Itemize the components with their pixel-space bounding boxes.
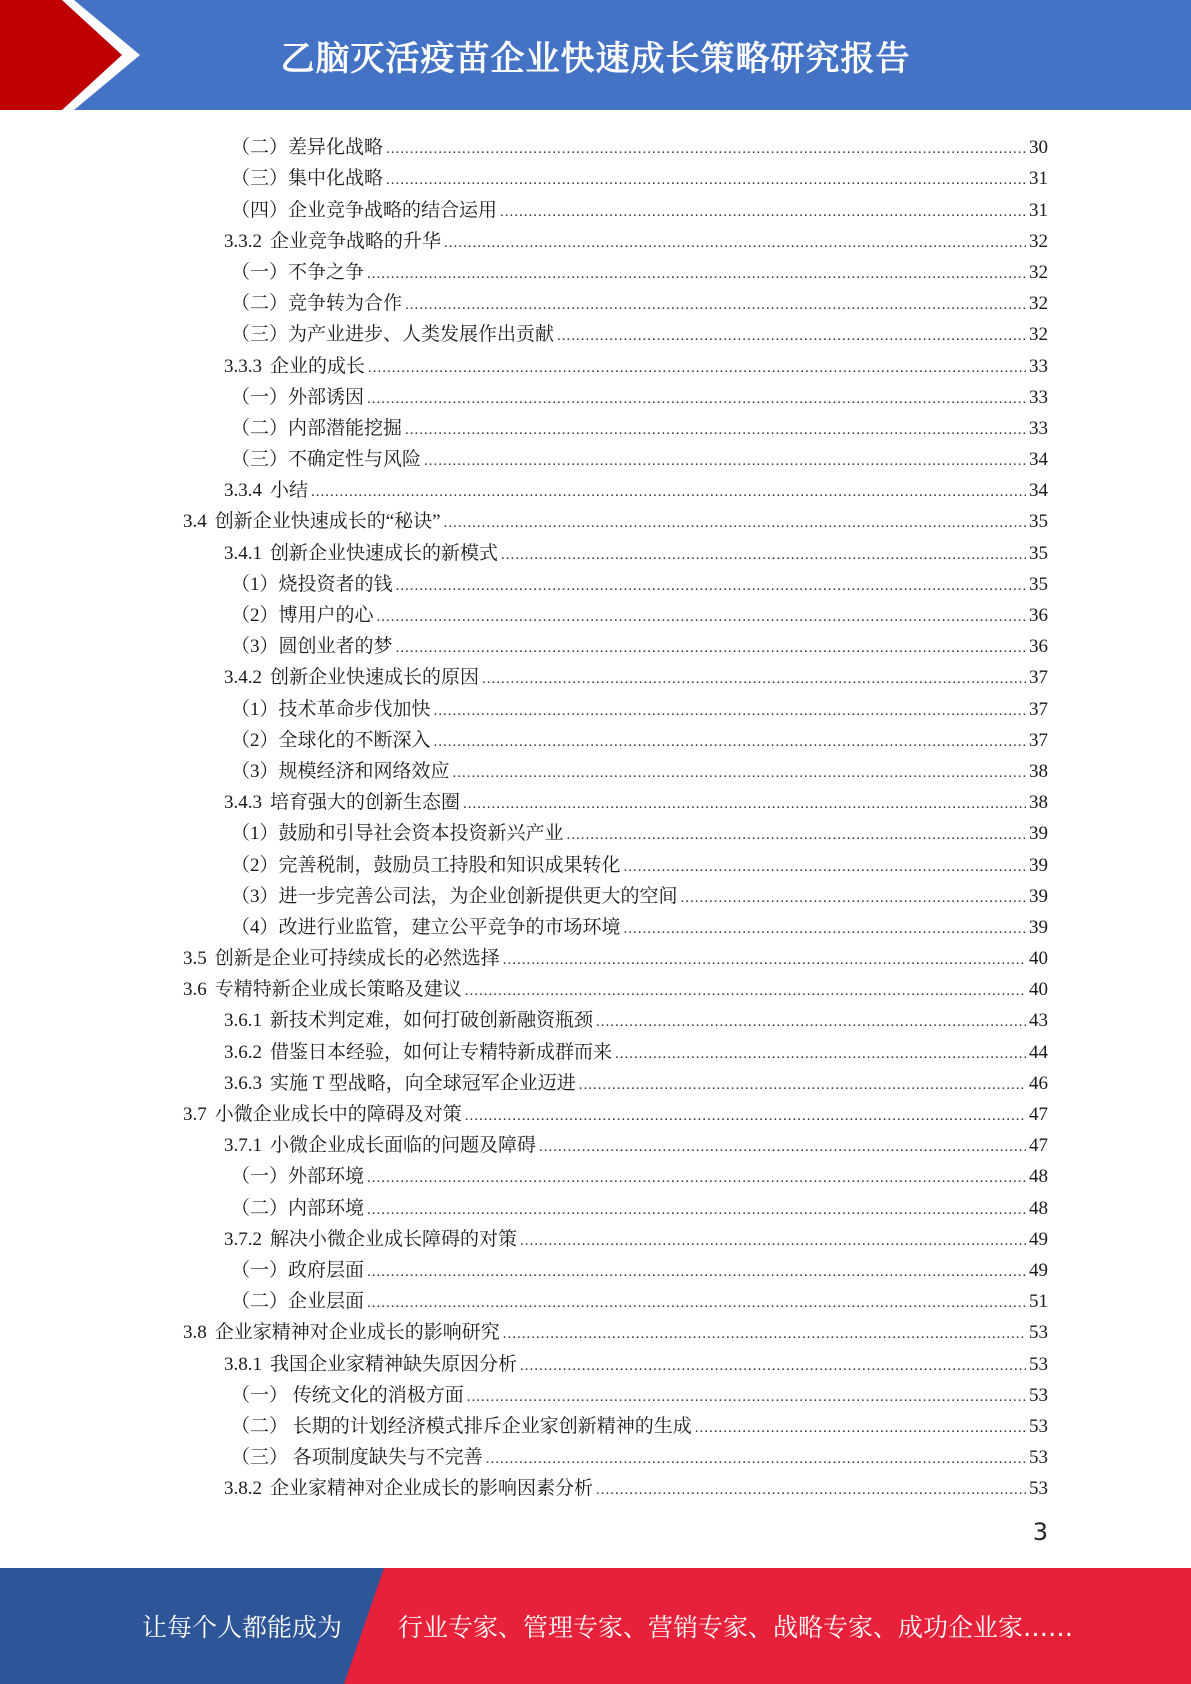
toc-entry[interactable] — [0, 1469, 1191, 1500]
toc-entry[interactable] — [0, 222, 1191, 253]
toc-dot-leader — [444, 233, 1026, 253]
toc-entry-number: （3） — [231, 760, 279, 782]
toc-entry-page: 39 — [1029, 854, 1048, 876]
toc-entry-number: （三） — [231, 324, 289, 346]
toc-dot-leader — [386, 139, 1026, 159]
toc-entry-number: 3.4.1 — [224, 542, 262, 564]
toc-entry[interactable] — [0, 346, 1191, 377]
toc-dot-leader — [500, 202, 1026, 222]
toc-entry[interactable] — [0, 689, 1191, 720]
toc-entry[interactable] — [0, 752, 1191, 783]
toc-entry-page: 33 — [1029, 386, 1048, 408]
toc-entry-number: （二） — [231, 1291, 289, 1313]
toc-dot-leader — [579, 1075, 1026, 1095]
toc-entry-page: 39 — [1029, 885, 1048, 907]
toc-entry-number: （一） — [231, 386, 289, 408]
toc-dot-leader — [367, 1200, 1026, 1220]
toc-entry[interactable] — [0, 440, 1191, 471]
toc-entry-number: 3.7.1 — [224, 1135, 262, 1157]
toc-entry[interactable] — [0, 627, 1191, 658]
toc-entry-number: （1） — [231, 823, 279, 845]
toc-dot-leader — [367, 389, 1026, 409]
toc-dot-leader — [311, 482, 1026, 502]
toc-dot-leader — [465, 1106, 1026, 1126]
toc-entry[interactable] — [0, 502, 1191, 533]
toc-entry[interactable] — [0, 658, 1191, 689]
toc-dot-leader — [624, 919, 1026, 939]
toc-dot-leader — [377, 607, 1026, 627]
toc-entry-number: 3.4.3 — [224, 792, 262, 814]
toc-entry-title: 企业层面 — [288, 1291, 365, 1313]
toc-entry-number: （三） — [231, 1447, 289, 1469]
toc-entry[interactable] — [0, 1407, 1191, 1438]
toc-entry-page: 40 — [1029, 979, 1048, 1001]
toc-dot-leader — [405, 295, 1026, 315]
toc-entry-number: （二） — [231, 1197, 289, 1219]
toc-entry-page: 38 — [1029, 792, 1048, 814]
toc-entry-title: 长期的计划经济模式排斥企业家创新精神的生成 — [288, 1415, 692, 1437]
toc-entry-page: 53 — [1029, 1384, 1048, 1406]
footer-banner — [0, 1568, 1191, 1684]
toc-entry-title: 小微企业成长中的障碍及对策 — [214, 1104, 462, 1125]
toc-entry-title: 不确定性与风险 — [288, 449, 422, 471]
toc-entry-page: 33 — [1029, 417, 1048, 439]
toc-dot-leader — [539, 1137, 1026, 1157]
toc-entry-title: 小微企业成长面临的问题及障碍 — [270, 1135, 537, 1157]
toc-entry-number: （三） — [231, 168, 289, 190]
toc-entry-title: 外部环境 — [288, 1166, 365, 1188]
toc-entry-title: 企业竞争战略的结合运用 — [288, 199, 498, 221]
toc-entry-title: 企业竞争战略的升华 — [270, 230, 442, 252]
toc-entry-page: 40 — [1029, 948, 1048, 970]
toc-entry-page: 31 — [1029, 199, 1048, 221]
toc-entry-title: 差异化战略 — [288, 137, 384, 159]
toc-entry-number: 3.3.2 — [224, 230, 262, 252]
toc-dot-leader — [368, 358, 1026, 378]
toc-dot-leader — [501, 545, 1026, 565]
toc-dot-leader — [624, 857, 1026, 877]
footer-slogan-left: 让每个人都能成为 — [142, 1613, 343, 1642]
toc-entry-page: 39 — [1029, 916, 1048, 938]
toc-entry-page: 49 — [1029, 1259, 1048, 1281]
toc-entry-page: 33 — [1029, 355, 1048, 377]
toc-dot-leader — [615, 1044, 1026, 1064]
toc-entry-number: （2） — [231, 729, 279, 751]
toc-entry-page: 32 — [1029, 230, 1048, 252]
toc-entry-title: 解决小微企业成长障碍的对策 — [270, 1228, 518, 1250]
toc-entry[interactable] — [0, 1376, 1191, 1407]
toc-entry-page: 35 — [1029, 573, 1048, 595]
toc-entry-title: 博用户的心 — [278, 605, 374, 626]
toc-entry[interactable] — [0, 1188, 1191, 1219]
toc-entry-number: （二） — [231, 137, 289, 159]
toc-entry-page: 48 — [1029, 1197, 1048, 1219]
toc-dot-leader — [567, 825, 1026, 845]
toc-entry-page: 53 — [1029, 1322, 1048, 1344]
toc-dot-leader — [695, 1418, 1026, 1438]
toc-entry-number: 3.6.3 — [224, 1072, 262, 1094]
toc-dot-leader — [434, 732, 1026, 752]
toc-entry-page: 32 — [1029, 293, 1048, 315]
toc-entry-page: 48 — [1029, 1166, 1048, 1188]
toc-entry-title: 新技术判定难，如何打破创新融资瓶颈 — [270, 1010, 594, 1032]
toc-dot-leader — [463, 794, 1026, 814]
toc-dot-leader — [396, 638, 1026, 658]
toc-entry[interactable] — [0, 721, 1191, 752]
toc-dot-leader — [396, 576, 1026, 596]
toc-entry-title: 外部诱因 — [288, 386, 365, 408]
toc-entry-title: 小结 — [270, 480, 309, 502]
toc-entry-number: 3.6 — [183, 979, 207, 1001]
toc-entry-number: 3.5 — [183, 948, 207, 970]
toc-entry-page: 32 — [1029, 324, 1048, 346]
toc-entry[interactable] — [0, 1313, 1191, 1344]
toc-entry-title: 企业家精神对企业成长的影响因素分析 — [270, 1478, 594, 1500]
toc-entry-title: 培育强大的创新生态圈 — [270, 792, 461, 814]
toc-entry-page: 49 — [1029, 1228, 1048, 1250]
toc-entry[interactable] — [0, 409, 1191, 440]
toc-entry-page: 51 — [1029, 1291, 1048, 1313]
toc-entry[interactable] — [0, 970, 1191, 1001]
toc-entry-title: 规模经济和网络效应 — [278, 760, 450, 782]
toc-entry-page: 53 — [1029, 1415, 1048, 1437]
toc-entry-number: （3） — [231, 885, 279, 907]
toc-dot-leader — [367, 1168, 1026, 1188]
toc-entry-page: 53 — [1029, 1353, 1048, 1375]
toc-entry-number: 3.4.2 — [224, 667, 262, 689]
toc-entry[interactable] — [0, 1344, 1191, 1375]
toc-dot-leader — [557, 326, 1026, 346]
toc-dot-leader — [434, 701, 1026, 721]
header-banner — [0, 0, 1191, 110]
toc-entry-title: 进一步完善公司法，为企业创新提供更大的空间 — [278, 885, 678, 907]
toc-entry-number: 3.7 — [183, 1104, 207, 1125]
toc-entry-title: 改进行业监管，建立公平竞争的市场环境 — [278, 916, 621, 938]
toc-dot-leader — [503, 950, 1026, 970]
toc-entry-title: 我国企业家精神缺失原因分析 — [270, 1353, 518, 1375]
toc-entry-number: 3.8.2 — [224, 1478, 262, 1500]
toc-entry-page: 43 — [1029, 1010, 1048, 1032]
toc-dot-leader — [444, 513, 1026, 533]
toc-entry-title: 鼓励和引导社会资本投资新兴产业 — [278, 823, 564, 845]
toc-entry-number: （4） — [231, 916, 279, 938]
toc-entry-title: 全球化的不断深入 — [278, 729, 431, 751]
toc-entry[interactable] — [0, 128, 1191, 159]
toc-entry-title: 集中化战略 — [288, 168, 384, 190]
toc-entry-number: （二） — [231, 293, 289, 315]
toc-entry-title: 实施 T 型战略，向全球冠军企业迈进 — [270, 1072, 576, 1094]
toc-entry-page: 46 — [1029, 1072, 1048, 1094]
toc-entry[interactable] — [0, 1126, 1191, 1157]
toc-entry-page: 39 — [1029, 823, 1048, 845]
toc-entry[interactable] — [0, 253, 1191, 284]
toc-entry-number: （二） — [231, 1415, 289, 1437]
toc-entry[interactable] — [0, 565, 1191, 596]
toc-entry-title: 传统文化的消极方面 — [288, 1384, 464, 1406]
toc-entry-number: 3.7.2 — [224, 1228, 262, 1250]
toc-entry-page: 47 — [1029, 1135, 1048, 1157]
toc-entry[interactable] — [0, 159, 1191, 190]
toc-entry-title: 借鉴日本经验，如何让专精特新成群而来 — [270, 1041, 613, 1063]
toc-dot-leader — [486, 1449, 1026, 1469]
toc-entry-page: 37 — [1029, 729, 1048, 751]
toc-dot-leader — [681, 888, 1026, 908]
table-of-contents — [0, 128, 1191, 1500]
toc-dot-leader — [453, 763, 1026, 783]
page-number: 3 — [1032, 1518, 1048, 1546]
toc-entry-number: 3.8 — [183, 1322, 207, 1344]
toc-entry[interactable] — [0, 284, 1191, 315]
toc-entry-number: （三） — [231, 449, 289, 471]
toc-dot-leader — [367, 264, 1026, 284]
toc-entry-title: 企业家精神对企业成长的影响研究 — [214, 1322, 500, 1344]
toc-entry-title: 专精特新企业成长策略及建议 — [214, 979, 462, 1001]
toc-entry-page: 47 — [1029, 1104, 1048, 1125]
toc-entry[interactable] — [0, 1095, 1191, 1126]
toc-dot-leader — [367, 1293, 1026, 1313]
toc-dot-leader — [596, 1012, 1026, 1032]
toc-entry-title: 创新企业快速成长的“秘诀” — [214, 511, 441, 533]
toc-entry[interactable] — [0, 1064, 1191, 1095]
toc-entry-page: 44 — [1029, 1041, 1048, 1063]
toc-entry-page: 31 — [1029, 168, 1048, 190]
toc-entry-page: 35 — [1029, 542, 1048, 564]
toc-entry-title: 创新是企业可持续成长的必然选择 — [214, 948, 500, 970]
toc-dot-leader — [405, 420, 1026, 440]
toc-entry-title: 创新企业快速成长的原因 — [270, 667, 480, 689]
toc-entry[interactable] — [0, 315, 1191, 346]
toc-entry[interactable] — [0, 1251, 1191, 1282]
toc-entry-number: （四） — [231, 199, 289, 221]
toc-entry[interactable] — [0, 1001, 1191, 1032]
toc-entry-number: （二） — [231, 417, 289, 439]
toc-dot-leader — [520, 1231, 1026, 1251]
toc-entry[interactable] — [0, 783, 1191, 814]
toc-dot-leader — [482, 669, 1026, 689]
toc-entry-page: 30 — [1029, 137, 1048, 159]
toc-entry[interactable] — [0, 190, 1191, 221]
toc-entry-title: 圆创业者的梦 — [278, 636, 393, 658]
toc-entry[interactable] — [0, 877, 1191, 908]
toc-dot-leader — [596, 1480, 1026, 1500]
toc-dot-leader — [503, 1324, 1026, 1344]
toc-dot-leader — [424, 451, 1026, 471]
toc-entry[interactable] — [0, 1157, 1191, 1188]
toc-entry-title: 内部潜能挖掘 — [288, 417, 403, 439]
toc-entry[interactable] — [0, 939, 1191, 970]
toc-entry-number: 3.4 — [183, 511, 207, 533]
toc-entry-number: 3.6.1 — [224, 1010, 262, 1032]
toc-entry-page: 53 — [1029, 1478, 1048, 1500]
toc-entry-title: 内部环境 — [288, 1197, 365, 1219]
toc-entry-title: 技术革命步伐加快 — [278, 698, 431, 720]
toc-entry-title: 政府层面 — [288, 1259, 365, 1281]
toc-entry[interactable] — [0, 533, 1191, 564]
toc-entry-title: 为产业进步、人类发展作出贡献 — [288, 324, 555, 346]
toc-entry-number: （2） — [231, 854, 279, 876]
toc-entry-title: 创新企业快速成长的新模式 — [270, 542, 499, 564]
report-title: 乙脑灭活疫苗企业快速成长策略研究报告 — [280, 38, 911, 79]
toc-entry-number: （一） — [231, 1384, 289, 1406]
toc-entry[interactable] — [0, 596, 1191, 627]
toc-dot-leader — [467, 1387, 1026, 1407]
toc-entry-page: 34 — [1029, 449, 1048, 471]
toc-entry-number: （1） — [231, 698, 279, 720]
toc-entry-page: 37 — [1029, 698, 1048, 720]
toc-entry[interactable] — [0, 1220, 1191, 1251]
toc-entry-title: 竞争转为合作 — [288, 293, 403, 315]
arrow-icon — [0, 0, 150, 110]
toc-entry[interactable] — [0, 908, 1191, 939]
toc-entry-title: 烧投资者的钱 — [278, 573, 393, 595]
toc-entry-page: 32 — [1029, 261, 1048, 283]
toc-entry[interactable] — [0, 1438, 1191, 1469]
toc-entry[interactable] — [0, 1282, 1191, 1313]
toc-entry-number: （3） — [231, 636, 279, 658]
toc-dot-leader — [367, 1262, 1026, 1282]
toc-entry-page: 36 — [1029, 636, 1048, 658]
toc-entry-page: 36 — [1029, 605, 1048, 626]
toc-entry[interactable] — [0, 1032, 1191, 1063]
toc-entry-title: 不争之争 — [288, 261, 365, 283]
toc-entry-number: 3.3.4 — [224, 480, 262, 502]
toc-dot-leader — [386, 170, 1026, 190]
toc-entry-page: 37 — [1029, 667, 1048, 689]
toc-entry-page: 34 — [1029, 480, 1048, 502]
toc-entry-number: （2） — [231, 605, 279, 626]
toc-entry[interactable] — [0, 378, 1191, 409]
toc-dot-leader — [465, 981, 1026, 1001]
toc-entry-page: 38 — [1029, 760, 1048, 782]
toc-entry-number: 3.8.1 — [224, 1353, 262, 1375]
toc-dot-leader — [520, 1356, 1026, 1376]
toc-entry[interactable] — [0, 814, 1191, 845]
toc-entry-title: 企业的成长 — [270, 355, 366, 377]
toc-entry-number: （一） — [231, 1166, 289, 1188]
toc-entry-page: 53 — [1029, 1447, 1048, 1469]
toc-entry-page: 35 — [1029, 511, 1048, 533]
toc-entry-number: （1） — [231, 573, 279, 595]
footer-slogan-right: 行业专家、管理专家、营销专家、战略专家、成功企业家…… — [398, 1613, 1074, 1642]
toc-entry-number: （一） — [231, 1259, 289, 1281]
toc-entry-number: 3.6.2 — [224, 1041, 262, 1063]
toc-entry-title: 各项制度缺失与不完善 — [288, 1447, 483, 1469]
toc-entry[interactable] — [0, 471, 1191, 502]
toc-entry-title: 完善税制，鼓励员工持股和知识成果转化 — [278, 854, 621, 876]
toc-entry-number: （一） — [231, 261, 289, 283]
toc-entry-number: 3.3.3 — [224, 355, 262, 377]
toc-entry[interactable] — [0, 845, 1191, 876]
